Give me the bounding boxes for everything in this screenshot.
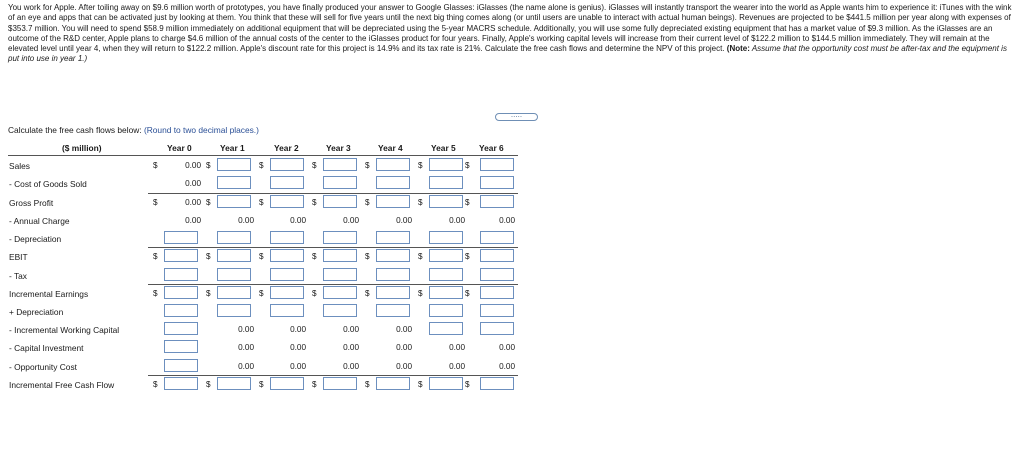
cell-input-r12-y6[interactable] [480,377,514,390]
note-text: Assume that the opportunity cost must be after-tax and the equipment is put into use in year 1.) [8,44,1007,64]
row-label-8: + Depreciation [9,307,64,317]
currency-sign: $ [418,380,423,389]
year-header-5: Year 5 [431,143,456,153]
cell-value-r11-y5: 0.00 [449,362,465,371]
cell-value-r3-y4: 0.00 [396,216,412,225]
table-rule [148,247,518,248]
table-rule [148,375,518,376]
currency-sign: $ [365,252,370,261]
cell-value-r10-y5: 0.00 [449,343,465,352]
currency-sign: $ [259,380,264,389]
cell-value-r3-y2: 0.00 [290,216,306,225]
cell-value-r11-y4: 0.00 [396,362,412,371]
cell-input-r7-y3[interactable] [323,286,357,299]
cell-input-r0-y6[interactable] [480,158,514,171]
currency-sign: $ [465,252,470,261]
cell-input-r2-y4[interactable] [376,195,410,208]
row-label-2: Gross Profit [9,198,54,208]
cell-input-r4-y4[interactable] [376,231,410,244]
cell-input-r5-y0[interactable] [164,249,198,262]
cell-input-r8-y5[interactable] [429,304,463,317]
currency-sign: $ [465,198,470,207]
cell-value-r11-y3: 0.00 [343,362,359,371]
expand-more-button[interactable]: ····· [495,113,538,121]
currency-sign: $ [259,252,264,261]
rounding-hint: (Round to two decimal places.) [143,125,259,135]
cell-value-r10-y1: 0.00 [238,343,254,352]
currency-sign: $ [153,198,158,207]
row-label-11: - Opportunity Cost [9,362,77,372]
currency-sign: $ [418,252,423,261]
currency-sign: $ [418,198,423,207]
cell-input-r9-y5[interactable] [429,322,463,335]
cell-input-r0-y1[interactable] [217,158,251,171]
cell-input-r4-y3[interactable] [323,231,357,244]
cell-input-r4-y6[interactable] [480,231,514,244]
cell-input-r10-y0[interactable] [164,340,198,353]
cell-value-r11-y1: 0.00 [238,362,254,371]
cell-input-r2-y3[interactable] [323,195,357,208]
cell-input-r11-y0[interactable] [164,359,198,372]
cell-value-r3-y1: 0.00 [238,216,254,225]
cell-input-r8-y6[interactable] [480,304,514,317]
year-header-1: Year 1 [220,143,245,153]
cell-value-r3-y3: 0.00 [343,216,359,225]
cell-input-r7-y4[interactable] [376,286,410,299]
currency-sign: $ [312,198,317,207]
row-label-7: Incremental Earnings [9,289,89,299]
problem-text: You work for Apple. After toiling away on $9.6 million worth of prototypes, you have finally produced your answer to Google Glasses: iGlasses (the name alone is genius). iGlasses will instantly transport the wearer into the world as Apple wants him to experience it: iTunes with the wink of an eye and apps that can be activated just by looking at them. You think that these will sell for five years until the next big thing comes along (or until users are unable to interact with actual human beings). Revenues are projected to be $441.5 million per year along with expenses of $353.7 million. You will need to spend $58.9 million immediately on additional equipment that will be depreciated using the 5-year MACRS schedule. Additionally, you will use some fully depreciated existing equipment that has a market value of $9.3 million. As the iGlasses are an outcome of the R&D center, Apple plans to charge $4.6 million of the annual costs of the center to the iGlasses product for four years. Finally, Apple's working capital levels will increase from their current level of $122.2 million to $144.5 million immediately. They will remain at the elevated level until year 4, when they will return to $122.2 million. Apple's discount rate for this project is 14.9% and its tax rate is 21%. Calculate the free cash flows and determine the NPV of this project. [8,3,1012,54]
currency-sign: $ [418,161,423,170]
table-rule [8,155,518,156]
cell-input-r5-y1[interactable] [217,249,251,262]
currency-sign: $ [206,289,211,298]
cell-input-r0-y5[interactable] [429,158,463,171]
problem-statement [8,3,1016,65]
currency-sign: $ [365,161,370,170]
cell-input-r7-y1[interactable] [217,286,251,299]
cell-input-r8-y0[interactable] [164,304,198,317]
cell-input-r12-y2[interactable] [270,377,304,390]
currency-sign: $ [365,198,370,207]
currency-sign: $ [259,198,264,207]
currency-sign: $ [206,252,211,261]
currency-sign: $ [365,380,370,389]
cell-input-r12-y4[interactable] [376,377,410,390]
cell-input-r1-y6[interactable] [480,176,514,189]
cell-input-r9-y0[interactable] [164,322,198,335]
cell-input-r6-y5[interactable] [429,268,463,281]
cell-input-r8-y1[interactable] [217,304,251,317]
cell-value-r10-y3: 0.00 [343,343,359,352]
instruction [8,125,259,135]
row-label-1: - Cost of Goods Sold [9,179,87,189]
cell-value-r3-y5: 0.00 [449,216,465,225]
cell-value-r9-y1: 0.00 [238,325,254,334]
cell-input-r12-y1[interactable] [217,377,251,390]
cell-value-r9-y2: 0.00 [290,325,306,334]
cell-input-r0-y2[interactable] [270,158,304,171]
cell-input-r7-y5[interactable] [429,286,463,299]
cell-value-r11-y6: 0.00 [499,362,515,371]
cell-input-r4-y1[interactable] [217,231,251,244]
row-label-3: - Annual Charge [9,216,70,226]
cell-value-r1-y0: 0.00 [185,179,201,188]
currency-sign: $ [312,252,317,261]
cell-value-r0-y0: 0.00 [185,161,201,170]
currency-sign: $ [153,380,158,389]
cell-input-r5-y6[interactable] [480,249,514,262]
cell-input-r12-y5[interactable] [429,377,463,390]
row-label-6: - Tax [9,271,27,281]
cell-input-r12-y3[interactable] [323,377,357,390]
cell-input-r7-y2[interactable] [270,286,304,299]
table-rule [148,193,518,194]
cell-input-r2-y1[interactable] [217,195,251,208]
currency-sign: $ [312,289,317,298]
cell-input-r2-y6[interactable] [480,195,514,208]
cell-input-r6-y2[interactable] [270,268,304,281]
currency-sign: $ [418,289,423,298]
cell-input-r6-y1[interactable] [217,268,251,281]
currency-sign: $ [206,380,211,389]
currency-sign: $ [465,161,470,170]
cell-input-r1-y3[interactable] [323,176,357,189]
cell-input-r6-y6[interactable] [480,268,514,281]
currency-sign: $ [465,289,470,298]
cell-input-r5-y2[interactable] [270,249,304,262]
table-rule [148,284,518,285]
cell-input-r7-y6[interactable] [480,286,514,299]
cell-value-r10-y4: 0.00 [396,343,412,352]
cell-input-r9-y6[interactable] [480,322,514,335]
currency-sign: $ [259,289,264,298]
year-header-0: Year 0 [167,143,192,153]
cell-input-r2-y2[interactable] [270,195,304,208]
cell-value-r11-y2: 0.00 [290,362,306,371]
row-label-4: - Depreciation [9,234,62,244]
currency-sign: $ [153,252,158,261]
currency-sign: $ [153,289,158,298]
cell-input-r4-y5[interactable] [429,231,463,244]
cell-input-r8-y3[interactable] [323,304,357,317]
cell-input-r1-y5[interactable] [429,176,463,189]
currency-sign: $ [465,380,470,389]
cell-input-r0-y4[interactable] [376,158,410,171]
year-header-4: Year 4 [378,143,403,153]
currency-sign: $ [206,161,211,170]
row-label-12: Incremental Free Cash Flow [9,380,115,390]
currency-sign: $ [365,289,370,298]
cell-value-r9-y3: 0.00 [343,325,359,334]
cell-input-r1-y4[interactable] [376,176,410,189]
currency-sign: $ [153,161,158,170]
cell-input-r1-y1[interactable] [217,176,251,189]
row-label-10: - Capital Investment [9,343,84,353]
cell-input-r4-y2[interactable] [270,231,304,244]
cell-input-r7-y0[interactable] [164,286,198,299]
year-header-2: Year 2 [274,143,299,153]
cell-input-r5-y3[interactable] [323,249,357,262]
cell-input-r6-y4[interactable] [376,268,410,281]
cell-input-r0-y3[interactable] [323,158,357,171]
cell-value-r3-y0: 0.00 [185,216,201,225]
cell-input-r2-y5[interactable] [429,195,463,208]
cell-value-r10-y6: 0.00 [499,343,515,352]
cell-input-r8-y4[interactable] [376,304,410,317]
currency-sign: $ [312,161,317,170]
cell-input-r6-y0[interactable] [164,268,198,281]
cell-value-r10-y2: 0.00 [290,343,306,352]
cell-input-r12-y0[interactable] [164,377,198,390]
cell-input-r6-y3[interactable] [323,268,357,281]
cell-input-r8-y2[interactable] [270,304,304,317]
year-header-6: Year 6 [479,143,504,153]
unit-header: ($ million) [62,143,102,153]
row-label-5: EBIT [9,252,28,262]
row-label-0: Sales [9,161,30,171]
cell-value-r9-y4: 0.00 [396,325,412,334]
cell-input-r4-y0[interactable] [164,231,198,244]
year-header-3: Year 3 [326,143,351,153]
cell-input-r5-y4[interactable] [376,249,410,262]
currency-sign: $ [312,380,317,389]
note-label: (Note: [726,44,750,54]
cell-value-r2-y0: 0.00 [185,198,201,207]
instruction-lead: Calculate the free cash flows below: [8,125,144,135]
cell-input-r5-y5[interactable] [429,249,463,262]
cell-value-r3-y6: 0.00 [499,216,515,225]
currency-sign: $ [259,161,264,170]
currency-sign: $ [206,198,211,207]
cell-input-r1-y2[interactable] [270,176,304,189]
row-label-9: - Incremental Working Capital [9,325,120,335]
